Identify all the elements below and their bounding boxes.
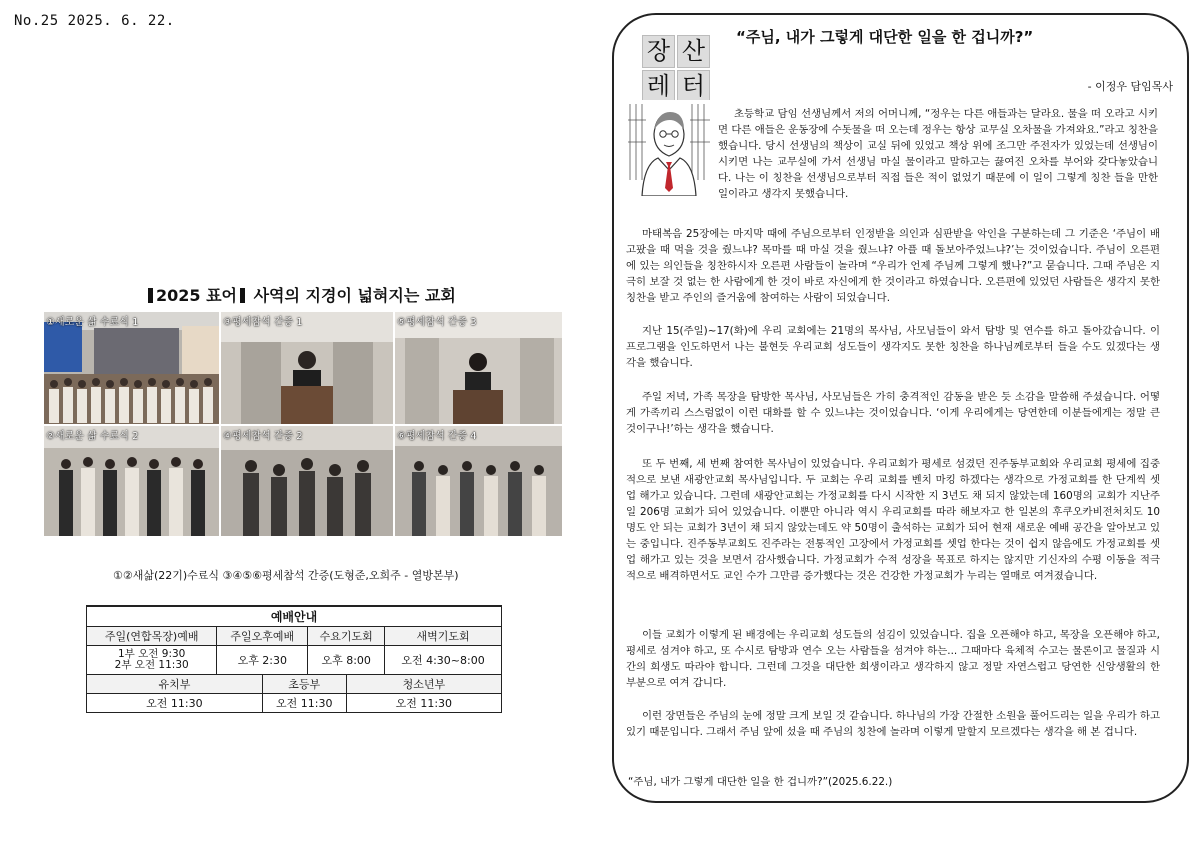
section-title: [145, 283, 456, 306]
photo-testimony-2: [221, 426, 393, 536]
photo-testimony-3: [395, 312, 562, 424]
photo-caption-label: ④평세참석 간증 2: [223, 431, 303, 442]
photo-caption-label: ⑤평세참석 간증 3: [397, 317, 477, 328]
letter-paragraph: 이들 교회가 이렇게 된 배경에는 우리교회 성도들의 섬김이 있었습니다. 집을 오픈해야 하고, 목장을 오픈해야 하고, 평세로 섬겨야 하고, 또 수시로 탐방과 연수 오는 사람들을 섬겨야 하는... 그때마다 육체적 수고는 물론이고 물질과 시간의 희생도 따라야 합니다. 그런데 그것을 대단한 희생이라고 생각하지 않고 정말 자연스럽고 당연한 신앙생활의 한 부분으로 여겨 갑니다.: [626, 629, 1160, 689]
letter-paragraph: 초등학교 담임 선생님께서 저의 어머니께, “정우는 다른 애들과는 달라요. 물을 떠 오라고 시키면 다른 애들은 운동장에 수돗물을 떠 오는데 정우는 항상 교무실 오차물을 가져와요.”라고 칭찬을 했습니다. 당시 선생님의 책상이 교실 뒤에 있었고 책상 위에 조그만 주전자가 있었는데 선생님이 시키면 나는 교무실에 가서 선생님 마실 물이라고 말하고는 끓여진 오차를 부어와 갖다놓았습니다. 나는 이 칭찬을 선생님으로부터 직접 들은 적이 없었기 때문에 이 일이 그렇게 칭찬 들을 만한 일이라고 생각지 못했습니다.: [718, 108, 1158, 200]
photo-graduation-1-image: [44, 312, 219, 424]
letter-paragraph: 이런 장면들은 주님의 눈에 정말 크게 보일 것 같습니다. 하나님의 가장 간절한 소원을 풀어드리는 일을 우리가 하고 있기 때문입니다. 그래서 주님 앞에 섰을 때 주님의 칭찬에 놀라며 이렇게 말할지 모르겠다는 생각을 해 본 겁니다.: [626, 710, 1160, 738]
photo-testimony-3-image: [395, 312, 562, 424]
worship-schedule-table: [86, 605, 502, 713]
photo-caption-label: ②새로운 삶 수료식 2: [46, 431, 139, 442]
photo-testimony-4-image: [395, 426, 562, 536]
photo-caption-label: ③평세참석 간증 1: [223, 317, 303, 328]
worship-time-dawn: 오전 4:30~8:00: [385, 646, 502, 675]
letter-badge-char: 레: [642, 70, 675, 103]
photo-grid: [44, 312, 562, 538]
title-bar-mark: [240, 288, 245, 303]
worship-time-youth: 오전 11:30: [346, 694, 501, 713]
worship-label-sunday: 주일(연합목장)예배: [87, 627, 217, 646]
title-bar-mark: [148, 288, 153, 303]
worship-label-wednesday: 수요기도회: [308, 627, 385, 646]
photo-caption-label: ①새로운 삶 수료식 1: [46, 317, 139, 328]
letter-closing: “주님, 내가 그렇게 대단한 일을 한 겁니까?”(2025.6.22.): [628, 776, 893, 788]
worship-time-sunday-1: 1부 오전 9:30: [117, 648, 186, 660]
section-label: 2025 표어: [156, 286, 238, 305]
worship-time-kindergarten: 오전 11:30: [87, 694, 263, 713]
letter-author: - 이정우 담임목사: [1087, 80, 1173, 93]
worship-label-elementary: 초등부: [262, 675, 346, 694]
photo-graduation-2: [44, 426, 219, 536]
letter-badge-char: 장: [642, 35, 675, 68]
worship-table-title: 예배안내: [87, 606, 502, 627]
letter-paragraph: 지난 15(주일)~17(화)에 우리 교회에는 21명의 목사님, 사모님들이 와서 탐방 및 연수를 하고 돌아갔습니다. 이 프로그램을 인도하면서 나는 불현듯 우리교회 성도들이 생각지도 못한 칭찬을 하나님께로부터 들을 수도 있겠다는 생각을 했습니다.: [626, 325, 1160, 369]
worship-time-sunday-2: 2부 오전 11:30: [114, 659, 189, 671]
photo-testimony-2-image: [221, 426, 393, 536]
letter-title: “주님, 내가 그렇게 대단한 일을 한 겁니까?”: [736, 28, 1034, 46]
worship-time-elementary: 오전 11:30: [262, 694, 346, 713]
worship-label-youth: 청소년부: [346, 675, 501, 694]
photo-graduation-1: [44, 312, 219, 424]
section-heading: 사역의 지경이 넓혀지는 교회: [253, 286, 456, 305]
worship-time-sunday-afternoon: 오후 2:30: [217, 646, 308, 675]
photo-testimony-1: [221, 312, 393, 424]
letter-badge-char: 산: [677, 35, 710, 68]
photo-caption: ①②새삶(22기)수료식 ③④⑤⑥평세참석 간증(도형준,오희주 - 열방본부): [113, 569, 459, 582]
worship-label-kindergarten: 유치부: [87, 675, 263, 694]
pastor-portrait-illustration: [628, 100, 710, 196]
worship-time-wednesday: 오후 8:00: [308, 646, 385, 675]
worship-label-sunday-afternoon: 주일오후예배: [217, 627, 308, 646]
photo-graduation-2-image: [44, 426, 219, 536]
letter-paragraph: 마태복음 25장에는 마지막 때에 주님으로부터 인정받을 의인과 심판받을 악인을 구분하는데 그 기준은 ‘주님이 배고팠을 때 먹을 것을 줬느냐? 목마를 때 마실 것을 줬느냐? 아플 때 돌보아주었느냐?’는 것이었습니다. 주님이 오른편에 있는 의인들을 칭찬하시자 오른편 사람들이 놀라며 “우리가 언제 주님께 그렇게 했나?”고 묻습니다. 그때 주님은 지극히 보잘 것 없는 한 사람에게 한 것이 바로 자신에게 한 것이라고 하였습니다. 오른편에 있었던 사람들은 생각지 못한 칭찬을 받고 주인의 즐거움에 참여하는 사람이 되었습니다.: [626, 228, 1160, 304]
letter-paragraph: 또 두 번째, 세 번째 참여한 목사님이 있었습니다. 우리교회가 평세로 섬겼던 진주동부교회와 우리교회 평세에 집중적으로 보낸 새광안교회 목사님입니다. 두 교회는 우리 교회를 벤치 마킹 하겠다는 생각으로 가정교회를 한 단계씩 셋업 해가고 있습니다. 그런데 새광안교회는 가정교회를 다시 시작한 지 3년도 채 되지 않았는데 160명의 교회가 지난주일 206명 교회가 되어 있었습니다. 이뿐만 아니라 역시 우리교회를 따라 해보자고 한 일본의 후쿠오카비전처치도 10명도 안 되는 교회가 3년이 채 되지 않았는데도 약 50명이 출석하는 교회가 되어 현재 새로운 예배 공간을 알아보고 있는 중입니다. 진주동부교회도 진주라는 전통적인 고장에서 가정교회를 셋업 한다는 것이 쉽지 않음에도 가정교회를 셋업 해가고 있는 것을 보면서 감사했습니다. 가정교회가 수적 성장을 목표로 하지는 않지만 기신자의 수평 이동을 적극적으로 배격하면서도 교인 수가 그만큼 증가했다는 것은 건강한 가정교회가 누리는 열매로 여겨졌습니다.: [626, 458, 1160, 582]
photo-testimony-4: [395, 426, 562, 536]
photo-caption-label: ⑥평세참석 간증 4: [397, 431, 477, 442]
letter-badge-char: 터: [677, 70, 710, 103]
worship-label-dawn: 새벽기도회: [385, 627, 502, 646]
letter-paragraph: 주일 저녁, 가족 목장을 탐방한 목사님, 사모님들은 가히 충격적인 감동을 받은 듯 소감을 말씀해 주셨습니다. 어떻게 가족끼리 스스럼없이 이런 대화를 할 수 있느냐는 것이었습니다. ‘이게 우리에게는 당연한데 이분들에게는 정말 큰 것이구나!’하는 생각을 했습니다.: [626, 391, 1160, 435]
photo-testimony-1-image: [221, 312, 393, 424]
worship-time-sunday: [87, 646, 217, 675]
issue-number: No.25 2025. 6. 22.: [14, 13, 175, 29]
